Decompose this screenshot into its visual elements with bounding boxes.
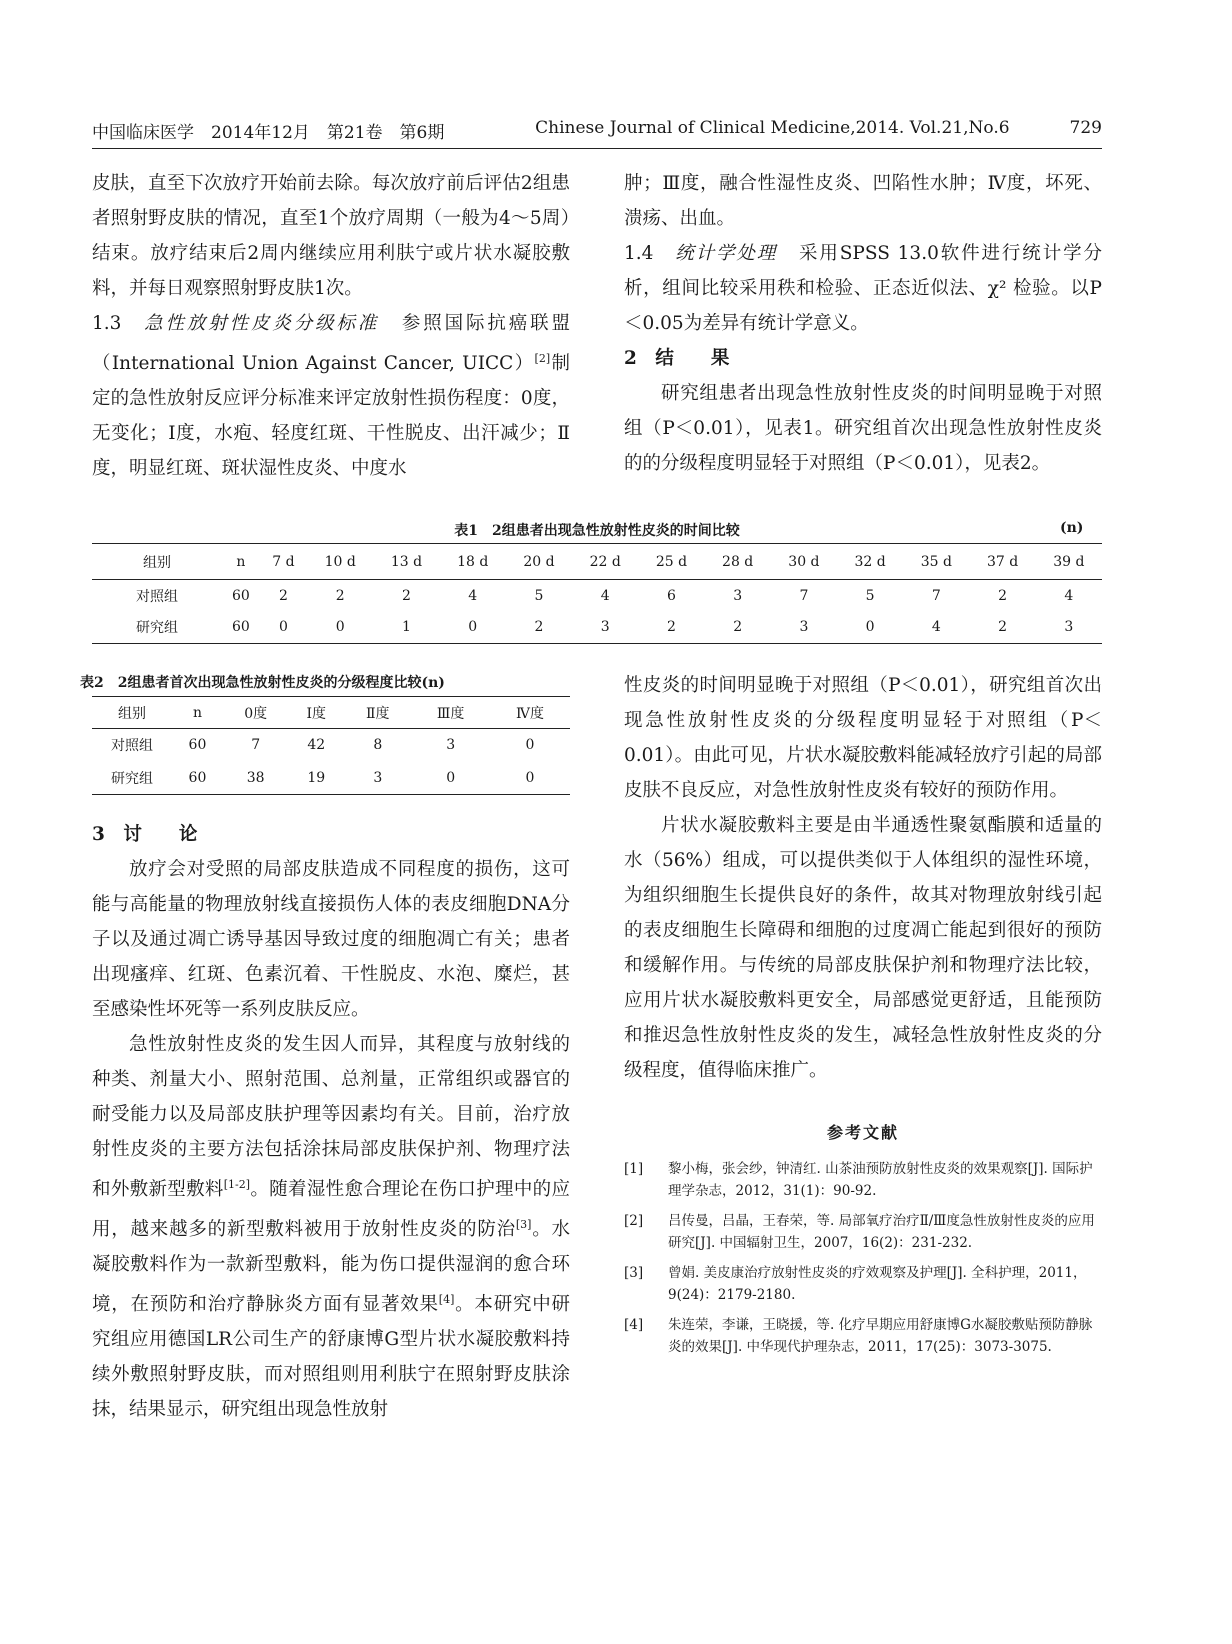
table-cell: 4 bbox=[1064, 587, 1074, 604]
citation: [4] bbox=[438, 1293, 455, 1307]
column-header: 0度 bbox=[244, 705, 268, 722]
table-cell: 研究组 bbox=[111, 770, 153, 787]
paragraph: 肿；Ⅲ度，融合性湿性皮炎、凹陷性水肿；Ⅳ度，坏死、溃疡、出血。 bbox=[624, 173, 1102, 229]
table-cell: 42 bbox=[307, 737, 326, 754]
table-cell: 对照组 bbox=[111, 738, 153, 755]
section-title: 统计学处理 bbox=[675, 243, 778, 264]
paragraph: 放疗会对受照的局部皮肤造成不同程度的损伤，这可能与高能量的物理放射线直接损伤人体的表皮细胞DNA分子以及通过凋亡诱导基因导致过度的细胞凋亡有关；患者出现瘙痒、红斑、色素沉着、干性脱皮、水泡、糜烂，甚至感染性坏死等一系列皮肤反应。 bbox=[92, 859, 570, 1020]
table-cell: 3 bbox=[600, 619, 610, 636]
table-cell: 3 bbox=[1064, 619, 1074, 636]
left-column-top bbox=[92, 166, 570, 486]
column-header: 组别 bbox=[143, 554, 171, 571]
section-heading: 3 讨 论 bbox=[92, 824, 198, 845]
left-column-bottom bbox=[92, 817, 570, 1427]
column-header: 20 d bbox=[523, 553, 555, 570]
table-row bbox=[92, 729, 570, 762]
table-cell: 7 bbox=[251, 737, 261, 754]
references-title: 参考文献 bbox=[826, 1123, 899, 1142]
running-header bbox=[92, 118, 1102, 143]
table1-unit: (n) bbox=[1060, 520, 1084, 536]
table1 bbox=[92, 543, 1102, 644]
table2 bbox=[92, 696, 570, 795]
reference-number: [1] bbox=[624, 1161, 644, 1177]
paragraph: 急性放射性皮炎的发生因人而异，其程度与放射线的种类、剂量大小、照射范围、总剂量，正常组织或器官的耐受能力以及局部皮肤护理等因素均有关。目前，治疗放射性皮炎的主要方法包括涂抹局部皮肤保护剂、物理疗法和外敷新型敷料[1-2]。随着湿性愈合理论在伤口护理中的应用，越来越多的新型敷料被用于放射性皮炎的防治[3]。水凝胶敷料作为一款新型敷料，能为伤口提供湿润的愈合环境，在预防和治疗静脉炎方面有显著效果[4]。本研究中研究组应用德国LR公司生产的舒康博G型片状水凝胶敷料持续外敷照射野皮肤，而对照组则用利肤宁在照射野皮肤涂抹，结果显示，研究组出现急性放射 bbox=[92, 1034, 570, 1421]
column-header: Ⅳ度 bbox=[515, 705, 544, 722]
column-header: Ⅰ度 bbox=[306, 705, 327, 722]
table-cell: 3 bbox=[373, 769, 383, 786]
table-cell: 4 bbox=[931, 619, 941, 636]
column-header: 13 d bbox=[390, 553, 423, 570]
section-1-3: 1.3 急性放射性皮炎分级标准 参照国际抗癌联盟（International Union Against Cancer, UICC）[2]制定的急性放射反应评分标准来评定放射性损伤程度：0度，无变化；Ⅰ度，水疱、轻度红斑、干性脱皮、出汗减少；Ⅱ度，明显红斑、斑状湿性皮炎、中度水 bbox=[92, 313, 570, 480]
references-list bbox=[624, 1158, 1102, 1366]
table-cell: 5 bbox=[534, 587, 544, 604]
paragraph: 皮肤，直至下次放疗开始前去除。每次放疗前后评估2组患者照射野皮肤的情况，直至1个放疗周期（一般为4～5周）结束。放疗结束后2周内继续应用利肤宁或片状水凝胶敷料，并每日观察照射野皮肤1次。 bbox=[92, 173, 570, 299]
column-header: Ⅱ度 bbox=[366, 705, 390, 722]
table-cell: 2 bbox=[733, 619, 743, 636]
table2-caption: 表2 2组患者首次出现急性放射性皮炎的分级程度比较(n) bbox=[80, 675, 445, 691]
citation: [1-2] bbox=[223, 1178, 251, 1191]
column-header: 组别 bbox=[118, 705, 146, 722]
header-rule bbox=[92, 148, 1102, 149]
table-cell: 7 bbox=[799, 587, 809, 604]
section-1-4: 1.4 统计学处理 采用SPSS 13.0软件进行统计学分析，组间比较采用秩和检验、正态近似法、χ² 检验。以P＜0.05为差异有统计学意义。 bbox=[624, 243, 1102, 334]
table-cell: 2 bbox=[666, 619, 676, 636]
table-cell: 2 bbox=[402, 587, 411, 604]
column-header: 35 d bbox=[920, 553, 952, 570]
reference-text: 曾娟. 美皮康治疗放射性皮炎的疗效观察及护理[J]. 全科护理，2011，9(24)：2179-2180. bbox=[668, 1265, 1087, 1303]
column-header: 7 d bbox=[272, 553, 295, 570]
column-header: n bbox=[192, 704, 202, 721]
table-cell: 2 bbox=[998, 587, 1008, 604]
right-column-bottom bbox=[624, 668, 1102, 1088]
table-cell: 2 bbox=[534, 619, 544, 636]
table-cell: 3 bbox=[733, 587, 743, 604]
reference-number: [3] bbox=[624, 1265, 644, 1281]
column-header: 28 d bbox=[722, 553, 754, 570]
column-header: 18 d bbox=[457, 553, 489, 570]
table-cell: 0 bbox=[525, 769, 535, 786]
table-cell: 2 bbox=[998, 619, 1008, 636]
table-cell: 2 bbox=[335, 587, 345, 604]
column-header: n bbox=[236, 553, 246, 570]
table-cell: 60 bbox=[188, 737, 207, 754]
table-cell: 5 bbox=[865, 587, 875, 604]
table-cell: 60 bbox=[231, 587, 250, 604]
table-cell: 60 bbox=[188, 769, 207, 786]
reference-number: [4] bbox=[624, 1317, 644, 1333]
reference-item bbox=[624, 1210, 1102, 1254]
table-cell: 4 bbox=[468, 587, 478, 604]
table1-caption: 表1 2组患者出现急性放射性皮炎的时间比较 bbox=[454, 523, 740, 539]
table-cell: 研究组 bbox=[136, 620, 178, 637]
reference-item bbox=[624, 1314, 1102, 1358]
paragraph: 研究组患者出现急性放射性皮炎的时间明显晚于对照组（P＜0.01），见表1。研究组首次出现急性放射性皮炎的的分级程度明显轻于对照组（P＜0.01），见表2。 bbox=[624, 383, 1102, 474]
table-cell: 0 bbox=[279, 619, 288, 636]
table-cell: 2 bbox=[279, 587, 288, 604]
table-row bbox=[92, 580, 1102, 612]
paragraph: 性皮炎的时间明显晚于对照组（P＜0.01），研究组首次出现急性放射性皮炎的分级程度明显轻于对照组（P＜0.01）。由此可见，片状水凝胶敷料能减轻放疗引起的局部皮肤不良反应，对急性放射性皮炎有较好的预防作用。 bbox=[624, 675, 1102, 801]
table-cell: 4 bbox=[600, 587, 610, 604]
reference-item bbox=[624, 1262, 1102, 1306]
table-cell: 0 bbox=[865, 619, 875, 636]
citation: [3] bbox=[515, 1218, 532, 1232]
paragraph: 片状水凝胶敷料主要是由半通透性聚氨酯膜和适量的水（56%）组成，可以提供类似于人体组织的湿性环境，为组织细胞生长提供良好的条件，故其对物理放射线引起的表皮细胞生长障碍和细胞的过度凋亡能起到很好的预防和缓解作用。与传统的局部皮肤保护剂和物理疗法比较，应用片状水凝胶敷料更安全，局部感觉更舒适，且能预防和推迟急性放射性皮炎的发生，减轻急性放射性皮炎的分级程度，值得临床推广。 bbox=[624, 815, 1102, 1081]
journal-info: 中国临床医学 2014年12月 第21卷 第6期 bbox=[92, 123, 445, 143]
column-header: 37 d bbox=[986, 553, 1019, 570]
page-number: 729 bbox=[1069, 118, 1102, 138]
table-cell: 60 bbox=[231, 619, 250, 636]
reference-text: 黎小梅，张会纱，钟清红. 山茶油预防放射性皮炎的效果观察[J]. 国际护理学杂志，2012，31(1)：90-92. bbox=[668, 1161, 1093, 1199]
column-header: 22 d bbox=[589, 553, 621, 570]
table-cell: 7 bbox=[931, 587, 941, 604]
table-cell: 6 bbox=[666, 587, 676, 604]
section-title: 急性放射性皮炎分级标准 bbox=[144, 313, 380, 334]
table-cell: 0 bbox=[525, 737, 535, 754]
table-cell: 1 bbox=[402, 619, 411, 636]
reference-text: 朱连荣，李谦，王晓援，等. 化疗早期应用舒康博G水凝胶敷贴预防静脉炎的效果[J]. 中华现代护理杂志，2011，17(25)：3073-3075. bbox=[668, 1317, 1093, 1355]
reference-text: 吕传曼，吕晶，王春荣，等. 局部氧疗治疗Ⅱ/Ⅲ度急性放射性皮炎的应用研究[J]. 中国辐射卫生，2007，16(2)：231-232. bbox=[668, 1213, 1095, 1251]
table-cell: 19 bbox=[307, 769, 326, 786]
column-header: 10 d bbox=[324, 553, 356, 570]
table-cell: 8 bbox=[373, 737, 383, 754]
table-row bbox=[92, 762, 570, 795]
column-header: Ⅲ度 bbox=[436, 705, 465, 722]
table-cell: 0 bbox=[446, 769, 456, 786]
column-header: 25 d bbox=[655, 553, 688, 570]
right-column-top bbox=[624, 166, 1102, 481]
section-heading: 2 结 果 bbox=[624, 348, 730, 369]
column-header: 30 d bbox=[788, 553, 820, 570]
journal-info-en: Chinese Journal of Clinical Medicine,2014. Vol.21,No.6 bbox=[535, 118, 1010, 138]
table-row bbox=[92, 612, 1102, 644]
reference-item bbox=[624, 1158, 1102, 1202]
reference-number: [2] bbox=[624, 1213, 644, 1229]
citation: [2] bbox=[534, 352, 551, 365]
column-header: 39 d bbox=[1053, 553, 1085, 570]
table-cell: 38 bbox=[246, 769, 265, 786]
table-cell: 3 bbox=[799, 619, 809, 636]
table-cell: 对照组 bbox=[136, 588, 178, 605]
table-cell: 0 bbox=[335, 619, 345, 636]
table-cell: 3 bbox=[446, 737, 456, 754]
table-cell: 0 bbox=[468, 619, 478, 636]
column-header: 32 d bbox=[854, 553, 886, 570]
